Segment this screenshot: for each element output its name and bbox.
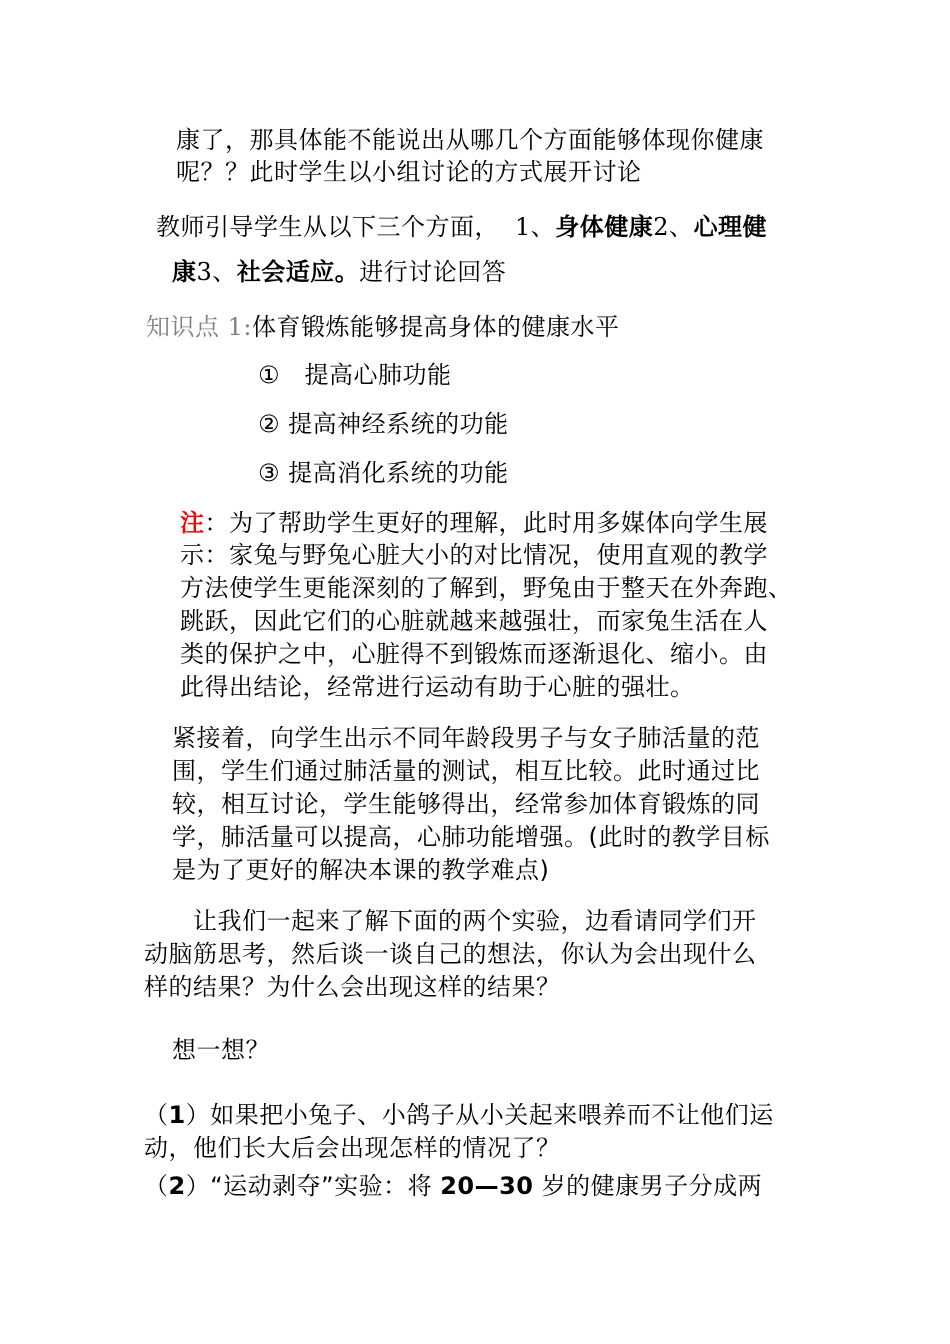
note-line-4: 跳跃，因此它们的心脏就越来越强壮，而家兔生活在人 [180, 607, 768, 635]
note-line-2: 示：家兔与野兔心脏大小的对比情况，使用直观的教学 [180, 541, 768, 569]
question-1-text: ）如果把小兔子、小鸽子从小关起来喂养而不让他们运 [185, 1101, 774, 1129]
question-2-open-paren: （ [144, 1172, 169, 1200]
paragraph-3-line-5: 是为了更好的解决本课的教学难点) [172, 856, 550, 884]
knowledge-point-title: 体育锻炼能够提高身体的健康水平 [251, 313, 620, 341]
note-label: 注 [180, 509, 205, 537]
knowledge-point-1 [146, 311, 619, 343]
note-line-5: 类的保护之中，心脏得不到锻炼而逐渐退化、缩小。由 [180, 640, 768, 668]
paragraph-1-line-2: 呢？？此时学生以小组讨论的方式展开讨论 [176, 158, 642, 186]
paragraph-2-line-2 [172, 256, 506, 288]
question-1-line-1 [144, 1099, 774, 1131]
question-1-line-2: 动，他们长大后会出现怎样的情况了？ [144, 1134, 561, 1162]
note-line-1-text: ：为了帮助学生更好的理解，此时用多媒体向学生展 [204, 509, 768, 537]
question-1-open-paren: （ [144, 1101, 169, 1129]
list-item-2: ② 提高神经系统的功能 [258, 410, 509, 438]
think-heading: 想一想？ [172, 1036, 270, 1064]
question-2-age-range: 20—30 [440, 1172, 534, 1200]
paragraph-3-line-4: 学，肺活量可以提高，心肺功能增强。(此时的教学目标 [172, 823, 770, 851]
question-1-number: 1 [168, 1101, 186, 1129]
paragraph-2-item-2-cont: 康 [172, 258, 197, 286]
question-2-text: ）“运动剥夺”实验：将 [185, 1172, 441, 1200]
paragraph-4-line-3: 样的结果？为什么会出现这样的结果？ [144, 973, 561, 1001]
paragraph-2-item-3: 社会适应。 [236, 258, 360, 286]
paragraph-2-tail: 进行讨论回答 [359, 258, 507, 286]
paragraph-4-line-1: 让我们一起来了解下面的两个实验，边看请同学们开 [193, 907, 757, 935]
knowledge-point-label: 知识点 1: [146, 313, 252, 341]
question-2-tail: 岁的健康男子分成两 [533, 1172, 763, 1200]
question-2-number: 2 [168, 1172, 186, 1200]
list-item-3: ③ 提高消化系统的功能 [258, 459, 509, 487]
paragraph-4-line-2: 动脑筋思考，然后谈一谈自己的想法，你认为会出现什么 [144, 940, 757, 968]
paragraph-3-line-1: 紧接着，向学生出示不同年龄段男子与女子肺活量的范 [172, 724, 760, 752]
paragraph-2-item-2: 心理健 [693, 213, 768, 241]
note-line-1 [180, 507, 768, 539]
note-line-3: 方法使学生更能深刻的了解到，野兔由于整天在外奔跑、 [180, 574, 793, 602]
note-line-6: 此得出结论，经常进行运动有助于心脏的强壮。 [180, 673, 695, 701]
paragraph-3-line-3: 较，相互讨论，学生能够得出，经常参加体育锻炼的同 [172, 790, 760, 818]
paragraph-2-item-1: 身体健康 [555, 213, 654, 241]
list-item-1: ① 提高心肺功能 [258, 361, 452, 389]
paragraph-1-line-1: 康了，那具体能不能说出从哪几个方面能够体现你健康 [176, 126, 764, 154]
paragraph-2-number-2: 2、 [653, 213, 694, 241]
paragraph-3-line-2: 围，学生们通过肺活量的测试，相互比较。此时通过比 [172, 757, 760, 785]
question-2-line-1 [144, 1170, 762, 1202]
paragraph-2-line-1 [156, 211, 767, 243]
paragraph-2-intro: 教师引导学生从以下三个方面， [156, 213, 499, 241]
paragraph-2-number-3: 3、 [196, 258, 237, 286]
paragraph-2-number-1: 1、 [515, 213, 556, 241]
